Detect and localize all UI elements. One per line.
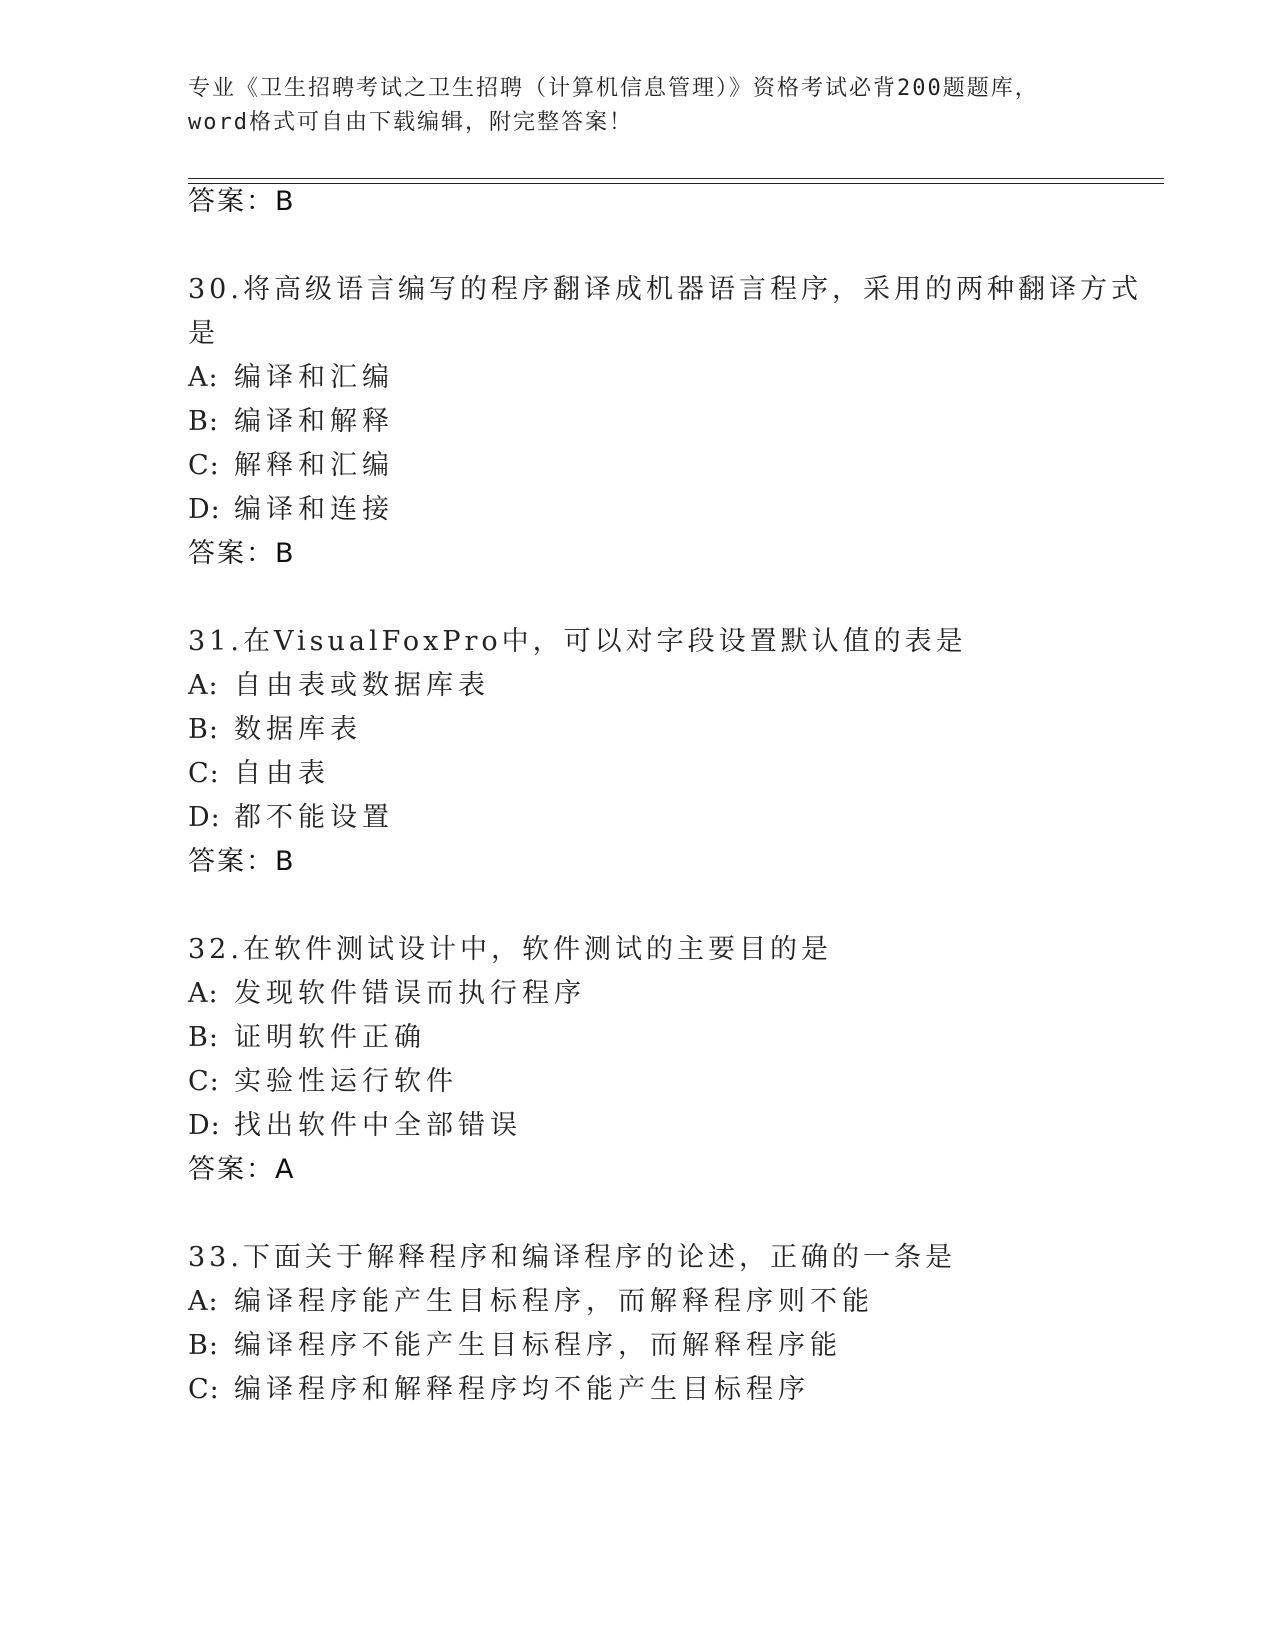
- option-text: 数据库表: [234, 714, 362, 745]
- header-divider-bottom: [188, 183, 1164, 184]
- question-32-option-c: [188, 1064, 458, 1100]
- option-text: 证明软件正确: [234, 1022, 426, 1053]
- option-label: A:: [188, 1286, 219, 1317]
- option-label: D:: [188, 802, 221, 833]
- option-text: 编译程序能产生目标程序，而解释程序则不能: [234, 1286, 874, 1317]
- question-32-answer: 答案：A: [188, 1154, 296, 1185]
- option-label: A:: [188, 978, 219, 1009]
- option-text: 都不能设置: [234, 802, 394, 833]
- option-label: B:: [188, 1022, 219, 1053]
- option-label: C:: [188, 1066, 220, 1097]
- option-text: 自由表或数据库表: [234, 670, 490, 701]
- question-30-option-c: [188, 448, 394, 484]
- option-text: 发现软件错误而执行程序: [234, 978, 586, 1009]
- header-title-line1: 专业《卫生招聘考试之卫生招聘（计算机信息管理）》资格考试必背200题题库，: [188, 76, 1039, 101]
- option-label: B:: [188, 714, 219, 745]
- question-30-stem-line2: 是: [188, 318, 219, 349]
- question-32-option-a: [188, 976, 586, 1012]
- document-header: [188, 72, 1088, 140]
- option-text: 找出软件中全部错误: [234, 1110, 522, 1141]
- question-32-option-b: [188, 1020, 426, 1056]
- header-divider-top: [188, 178, 1164, 179]
- question-31-option-d: [188, 800, 394, 836]
- option-text: 自由表: [234, 758, 330, 789]
- option-label: B:: [188, 406, 219, 437]
- option-label: A:: [188, 670, 219, 701]
- option-label: A:: [188, 362, 219, 393]
- question-30-option-a: [188, 360, 394, 396]
- question-31-option-c: [188, 756, 330, 792]
- question-31-stem: 31.在VisualFoxPro中，可以对字段设置默认值的表是: [188, 626, 967, 657]
- option-label: C:: [188, 1374, 220, 1405]
- question-33-option-b: [188, 1328, 842, 1364]
- question-30-option-b: [188, 404, 394, 440]
- option-label: D:: [188, 1110, 221, 1141]
- option-text: 编译程序和解释程序均不能产生目标程序: [234, 1374, 810, 1405]
- question-33-stem: 33.下面关于解释程序和编译程序的论述，正确的一条是: [188, 1242, 956, 1273]
- question-32-stem: 32.在软件测试设计中，软件测试的主要目的是: [188, 934, 832, 965]
- option-text: 解释和汇编: [234, 450, 394, 481]
- question-30-answer: 答案：B: [188, 538, 296, 569]
- question-31-answer: 答案：B: [188, 846, 296, 877]
- option-label: B:: [188, 1330, 219, 1361]
- previous-answer: 答案：B: [188, 186, 296, 217]
- option-text: 实验性运行软件: [234, 1066, 458, 1097]
- question-33-option-a: [188, 1284, 874, 1320]
- option-text: 编译和连接: [234, 494, 394, 525]
- option-label: C:: [188, 758, 220, 789]
- question-33-option-c: [188, 1372, 810, 1408]
- question-30-stem-line1: 30.将高级语言编写的程序翻译成机器语言程序，采用的两种翻译方式: [188, 274, 1142, 305]
- header-title-line2: word格式可自由下载编辑，附完整答案！: [188, 110, 633, 135]
- question-31-option-a: [188, 668, 490, 704]
- option-label: C:: [188, 450, 220, 481]
- question-31-option-b: [188, 712, 362, 748]
- question-32-option-d: [188, 1108, 522, 1144]
- question-30-option-d: [188, 492, 394, 528]
- option-text: 编译程序不能产生目标程序，而解释程序能: [234, 1330, 842, 1361]
- option-label: D:: [188, 494, 221, 525]
- option-text: 编译和解释: [234, 406, 394, 437]
- option-text: 编译和汇编: [234, 362, 394, 393]
